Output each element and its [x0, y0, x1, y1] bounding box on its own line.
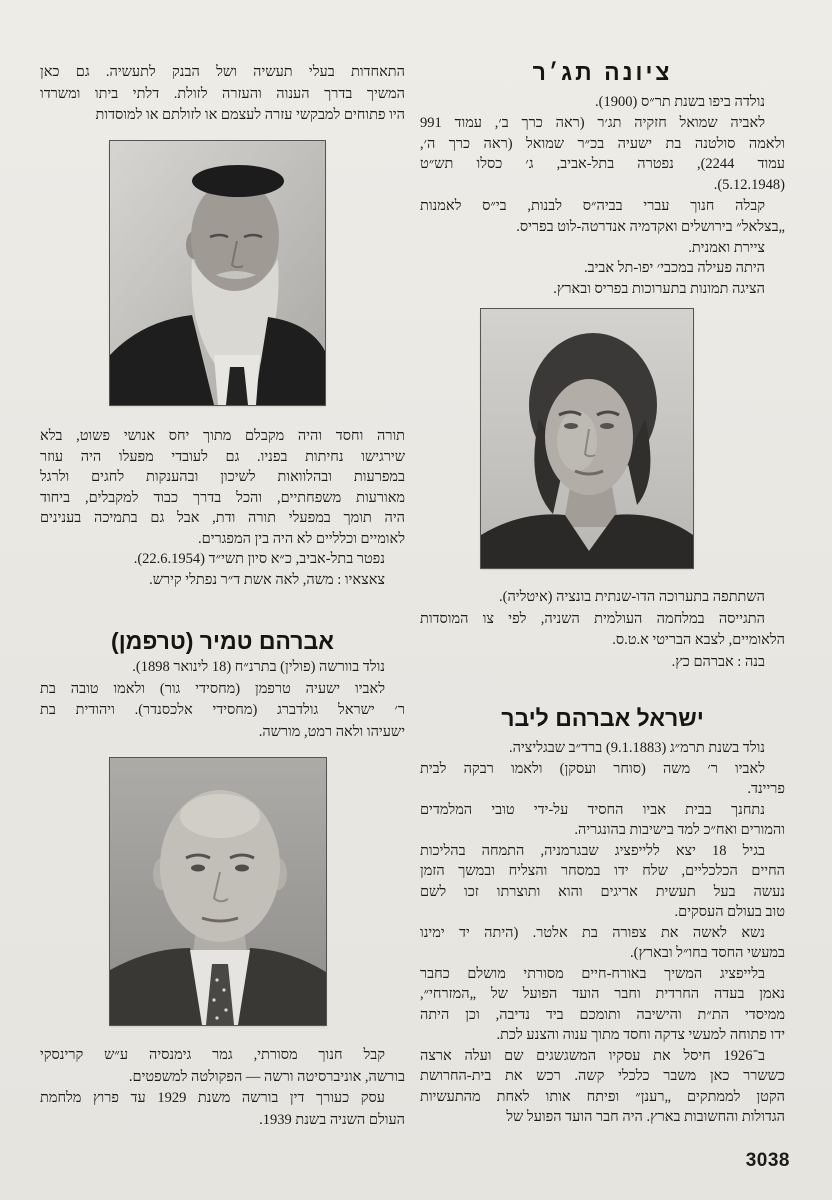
paragraph [420, 258, 785, 279]
text-line: היה תומך במפעלי תורה ודת, אבל גם בתמיכה בענינים [40, 510, 405, 526]
portrait-image [481, 309, 693, 568]
paragraph [420, 759, 785, 800]
text-line: נולד בוורשה (פולין) בתרנ״ח (18 לינואר 1898). [132, 659, 385, 675]
text-line: ולאמה סולטנה בת ישעיה בכ״ר שמואל (ראה כרך ה׳, [420, 135, 785, 152]
text-line: נשא לאשה את צפורה בת אלטר. (היתה יד ימינו [420, 924, 765, 941]
text-line: בלייפציג המשיך באורח-חיים מסורתי מושלם כחבר [420, 965, 765, 982]
entry-text-tamir-part2 [40, 1045, 405, 1131]
entry-text-tamir-part1 [40, 657, 405, 743]
entry-title-avraham-tamir: אברהם טמיר (טרפמן) [111, 628, 334, 654]
paragraph [40, 679, 405, 744]
text-line: פריינד. [747, 781, 785, 797]
text-line: שירגישו נחיתות בפניו. גם לעובדי מפעלו היה עוזר [40, 448, 405, 465]
text-line: לאומיים וכלליים לא היה בין המפגרים. [198, 530, 405, 547]
text-line: לאביו ר׳ משה (סוחר ועסקן) ולאמו רבקה לבית [420, 760, 765, 777]
entry-title-tziona-tagir: ציונה תג׳ר [532, 59, 673, 85]
text-line: במפרעות ובהלוואות לשיכון ובהענקות לחגים ולרגל [40, 469, 405, 485]
text-line: ר׳ ישראל גולדברג (מחסידי אלכסנדר). ויהודית בת [40, 702, 405, 718]
portrait-photo-avraham-tamir [110, 758, 326, 1025]
text-line: העולם השניה בשנת 1939. [259, 1111, 405, 1128]
text-line: ממיסדי הת״ת והישיבה ותומכם ביד נדיבה, וכן היתה [420, 1006, 785, 1023]
entry-title-israel-avraham-liber: ישראל אברהם ליבר [501, 705, 704, 731]
text-line: לאביו ישעיה טרפמן (מחסידי גור) ולאמו טובה בת [40, 680, 385, 697]
paragraph [40, 62, 405, 127]
text-line: ישעיהו ולאה רמט, מורשה. [258, 723, 405, 740]
text-line: נעשה בעל תעשית אריגים והוא ותוצרתו זכו לשם [420, 883, 785, 900]
text-line: כששרר כאן משבר כלכלי קשה. רכש את בית-החרושת [420, 1068, 785, 1084]
text-line: נולדה ביפו בשנת תר״ס (1900). [595, 94, 765, 110]
text-line: במעשי החסד בחו״ל ובארץ). [630, 945, 785, 961]
text-line: בגיל 18 יצא ללייפציג שבגרמניה, התמחה בהליכות [420, 842, 766, 859]
entry-text-tziona-tagir-part1 [420, 92, 785, 300]
paragraph [40, 1045, 405, 1088]
text-line: הלאומיים, לצבא הבריטי א.ט.ס. [612, 632, 785, 648]
text-line: היתה פעילה במכבי׳ יפו-תל אביב. [583, 260, 765, 277]
text-line: עמוד 2244), נפטרה בתל-אביב, ג׳ כסלו תש״ט [420, 156, 785, 173]
text-line: ציירת ואמנית. [688, 239, 765, 256]
portrait-image [110, 758, 326, 1025]
text-line: היו פתוחים למבקשי עזרה לעצמם או לזולתם או למוסדות [95, 107, 405, 123]
text-line: ב־1926 חיסל את עסקיו המשגשגים שם ועלה ארצה [420, 1047, 765, 1064]
text-line: והמורים ואח״כ למד בישיבות בהונגריה. [574, 822, 785, 838]
text-line: ידו פתוחה למעשי צדקה וחסד מתוך ענוה והצנע לכת. [496, 1027, 785, 1043]
text-line: נולד בשנת תרמ״ג (9.1.1883) ברד״ב שבגליציה. [509, 740, 765, 756]
paragraph [420, 587, 785, 609]
paragraph [420, 238, 785, 259]
text-line: קבלה חנוך עברי בביה״ס לבנות, בי״ס לאמנות [420, 197, 765, 214]
text-line: בנה : אברהם כץ. [671, 653, 765, 670]
text-line: צאצאיו : משה, לאה אשת ד״ר נפתלי קירש. [149, 571, 385, 588]
portrait-image [110, 141, 325, 405]
paragraph [40, 657, 405, 679]
portrait-photo-israel-avraham-liber [110, 141, 325, 405]
text-line: עסק כעורך דין בורשה משנת 1929 עד פרוץ מלחמת [40, 1090, 386, 1106]
text-line: בורשה, אוניברסיטה ורשה — הפקולטה למשפטים. [128, 1068, 405, 1085]
paragraph [420, 652, 785, 674]
text-line: הציגה תמונות בתערוכות בפריס ובארץ. [553, 281, 765, 298]
entry-text-tziona-tagir-part2 [420, 587, 785, 673]
page-number: 3038 [745, 1150, 790, 1171]
paragraph [40, 1088, 405, 1131]
entry-text-liber-part1 [420, 738, 785, 1128]
text-line: נפטר בתל-אביב, כ״א סיון תשי״ד (22.6.1954). [133, 551, 385, 567]
paragraph [420, 609, 785, 652]
paragraph [420, 738, 785, 759]
paragraph [420, 196, 785, 238]
text-line: התאחדות בעלי תעשיה ושל הבנק לתעשיה. גם כאן [40, 64, 405, 80]
text-line: הגדולות והחשובות בארץ. היה חבר הועד הפועל של [506, 1109, 785, 1125]
paragraph [40, 570, 405, 591]
paragraph [420, 1046, 785, 1128]
text-line: השתתפה בתערוכה הדו-שנתית בונציה (איטליה). [499, 589, 765, 605]
text-line: לאביה שמואל חזקיה תג׳ר (ראה כרך ב׳, עמוד 991 [420, 114, 765, 131]
text-line: קבל חנוך מסורתי, גמר גימנסיה ע״ש קרינסקי [40, 1047, 385, 1063]
paragraph [420, 92, 785, 113]
portrait-photo-tziona-tagir [481, 309, 693, 568]
paragraph [420, 800, 785, 841]
entry-text-liber-part3 [40, 426, 405, 590]
text-line: הקטן לממתקים „רענן״ ופיתח אותו לאחת מהתעשיות [420, 1088, 785, 1105]
text-line: החיים הכלכליים, שלח ידו במסחר והצליח ובמשך הזמן [420, 863, 785, 879]
text-line: המשיך בדרך הענוה והעזרה לזולת. דלתי ביתו ומשרדו [40, 85, 405, 102]
paragraph [420, 841, 785, 923]
text-line: מאורעות משפחתיים, והכל בדרך כבוד למקבלים, ביחוד [40, 489, 405, 506]
paragraph [420, 964, 785, 1046]
paragraph [420, 113, 785, 196]
text-line: נאמן בעדה החרדית וחבר הועד הפועל של „המזרחי״, [420, 986, 785, 1002]
text-line: „בצלאל״ בירושלים ואקדמיה אנדרטה-לוט בפריס. [516, 218, 785, 235]
text-line: התגייסה במלחמה העולמית השניה, לפי צו המוסדות [420, 610, 765, 627]
paragraph [40, 549, 405, 570]
paragraph [40, 426, 405, 549]
text-line: נתחנך בבית אביו החסיד על-ידי טובי המלמדים [420, 801, 765, 818]
text-line: תורה וחסד והיה מקבלם מתוך יחס אנושי פשוט, בלא [40, 428, 405, 444]
paragraph [420, 279, 785, 300]
text-line: טוב בעולם העסקים. [674, 904, 785, 920]
text-line: (5.12.1948). [713, 177, 785, 194]
paragraph [420, 923, 785, 964]
entry-text-liber-part2 [40, 62, 405, 127]
